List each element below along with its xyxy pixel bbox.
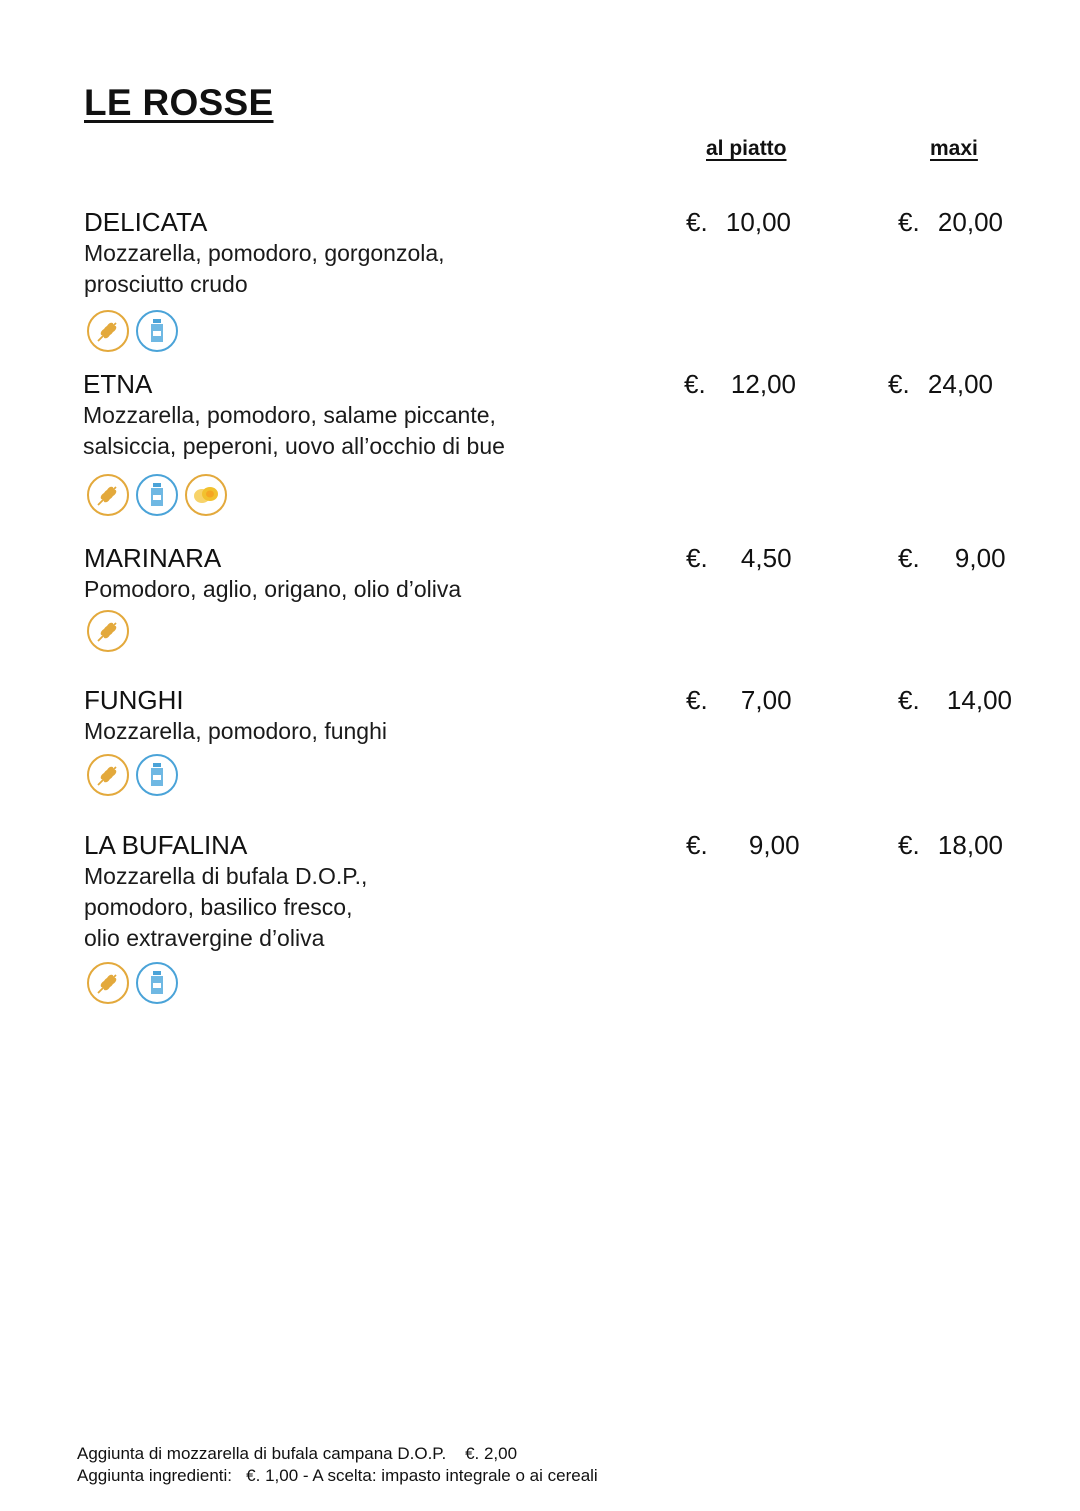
currency: €.: [686, 543, 708, 573]
milk-icon: [136, 310, 178, 352]
allergen-icons: [87, 610, 129, 652]
price-maxi: [898, 685, 1012, 715]
currency: €.: [898, 543, 920, 573]
price-amount: 12,00: [730, 369, 796, 399]
price-al-piatto: [686, 543, 792, 573]
price-amount: 24,00: [927, 369, 993, 399]
description-line: Mozzarella, pomodoro, funghi: [84, 718, 387, 744]
item-name: LA BUFALINA: [84, 830, 248, 860]
price-amount: 9,00: [954, 543, 1006, 573]
price-maxi: [898, 830, 1003, 860]
price-maxi: [888, 369, 993, 399]
description-line: Pomodoro, aglio, origano, olio d’oliva: [84, 576, 462, 602]
currency: €.: [686, 830, 708, 860]
currency: €.: [684, 369, 706, 399]
column-header-maxi: maxi: [930, 137, 978, 160]
price-amount: 10,00: [725, 207, 791, 237]
currency: €.: [686, 685, 708, 715]
allergen-icons: [87, 754, 178, 796]
price-amount: 7,00: [740, 685, 792, 715]
item-name: ETNA: [83, 369, 153, 399]
item-description: [84, 574, 461, 605]
price-al-piatto: [686, 207, 791, 237]
price-amount: 20,00: [937, 207, 1003, 237]
item-description: [83, 400, 505, 462]
milk-icon: [136, 962, 178, 1004]
footer-notes: [77, 1443, 598, 1487]
footer-note-bufala: Aggiunta di mozzarella di bufala campana D.O.P. €. 2,00: [77, 1444, 518, 1463]
price-al-piatto: [686, 685, 792, 715]
currency: €.: [888, 369, 910, 399]
currency: €.: [686, 207, 708, 237]
footer-note-ingredients: Aggiunta ingredienti: €. 1,00 - A scelta: impasto integrale o ai cereali: [77, 1466, 598, 1485]
item-description: [84, 238, 445, 300]
price-amount: 18,00: [937, 830, 1003, 860]
gluten-icon: [87, 754, 129, 796]
item-name: DELICATA: [84, 207, 208, 237]
item-name: MARINARA: [84, 543, 222, 573]
price-al-piatto: [686, 830, 800, 860]
item-name: FUNGHI: [84, 685, 184, 715]
description-line: Mozzarella di bufala D.O.P.,: [84, 863, 368, 889]
price-amount: 9,00: [748, 830, 800, 860]
gluten-icon: [87, 310, 129, 352]
price-maxi: [898, 207, 1003, 237]
allergen-icons: [87, 474, 227, 516]
price-amount: 4,50: [740, 543, 792, 573]
currency: €.: [898, 830, 920, 860]
currency: €.: [898, 207, 920, 237]
description-line: prosciutto crudo: [84, 271, 248, 297]
description-line: Mozzarella, pomodoro, gorgonzola,: [84, 240, 445, 266]
egg-icon: [185, 474, 227, 516]
column-header-al-piatto: al piatto: [706, 137, 787, 160]
description-line: Mozzarella, pomodoro, salame piccante,: [83, 402, 496, 428]
page-title: LE ROSSE: [84, 82, 274, 123]
allergen-icons: [87, 962, 178, 1004]
price-amount: 14,00: [946, 685, 1012, 715]
price-maxi: [898, 543, 1006, 573]
item-description: [84, 861, 367, 954]
description-line: olio extravergine d’oliva: [84, 925, 325, 951]
gluten-icon: [87, 610, 129, 652]
item-description: [84, 716, 387, 747]
milk-icon: [136, 474, 178, 516]
gluten-icon: [87, 962, 129, 1004]
description-line: pomodoro, basilico fresco,: [84, 894, 353, 920]
description-line: salsiccia, peperoni, uovo all’occhio di bue: [83, 433, 505, 459]
price-al-piatto: [684, 369, 796, 399]
currency: €.: [898, 685, 920, 715]
gluten-icon: [87, 474, 129, 516]
milk-icon: [136, 754, 178, 796]
allergen-icons: [87, 310, 178, 352]
